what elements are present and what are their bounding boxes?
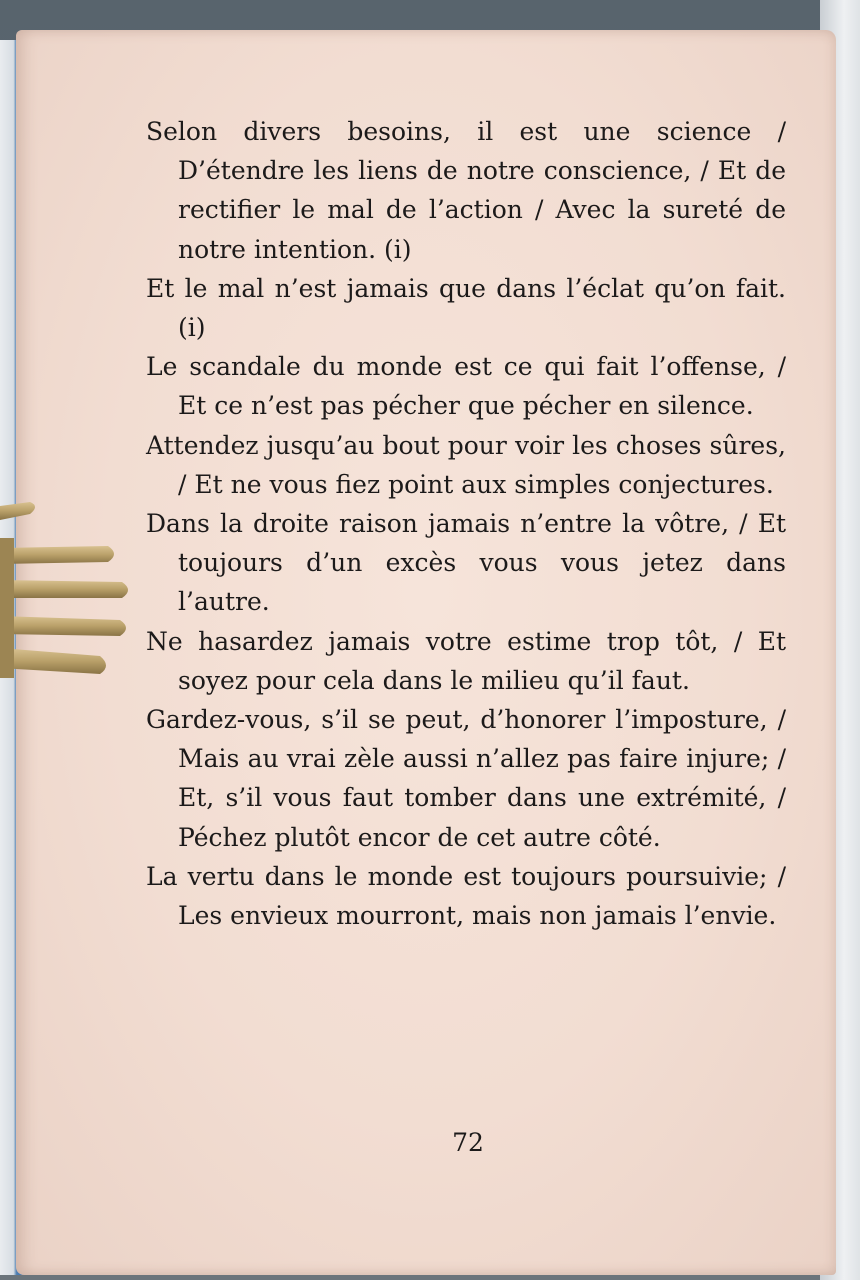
stanza-5: Dans la droite raison jamais n’entre la vôtre, / Et toujours d’un excès vous vous jetez dans l’autre. [146, 509, 786, 617]
book-page [16, 30, 836, 1275]
text-block [146, 112, 786, 935]
stanza-4: Attendez jusqu’au bout pour voir les choses sûres, / Et ne vous fiez point aux simples conjectures. [146, 430, 786, 499]
stanza-3: Le scandale du monde est ce qui fait l’offense, / Et ce n’est pas pécher que pécher en silence. [146, 352, 786, 421]
stanza-1: Selon divers besoins, il est une science / D’étendre les liens de notre conscience, / Et de rectifier le mal de l’action / Avec la sureté de notre intention. (i) [146, 117, 786, 264]
stanza-8: La vertu dans le monde est toujours poursuivie; / Les envieux mourront, mais non jamais l’envie. [146, 861, 786, 931]
stanza-6: Ne hasardez jamais votre estime trop tôt, / Et soyez pour cela dans le milieu qu’il faut. [146, 626, 786, 695]
stanza-7: Gardez-vous, s’il se peut, d’honorer l’imposture, / Mais au vrai zèle aussi n’allez pas faire injure; / Et, s’il vous faut tomber dans une extrémité, / Péchez plutôt encor de cet autre côté. [146, 705, 786, 852]
page-number: 72 [452, 1128, 484, 1157]
stanza-2: Et le mal n’est jamais que dans l’éclat qu’on fait. (i) [146, 273, 786, 343]
brass-book-clip-icon [0, 498, 135, 688]
